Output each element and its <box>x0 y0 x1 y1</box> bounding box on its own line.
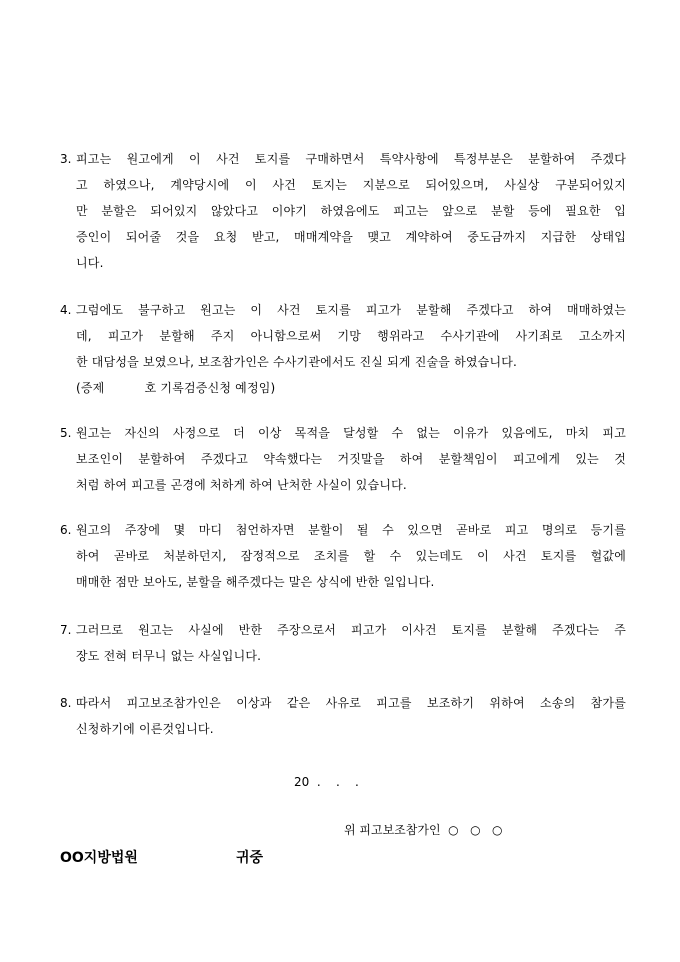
paragraph-line: 신청하기에 이른것입니다. <box>76 722 214 736</box>
paragraph-number: 3. <box>60 152 72 166</box>
paragraph-8 <box>60 690 626 742</box>
paragraph-line: 보조인이 분할하여 주겠다고 약속했다는 거짓말을 하여 분할책임이 피고에게 있는 것 <box>76 452 626 466</box>
paragraph-line: 장도 전혀 터무니 없는 사실입니다. <box>76 649 262 663</box>
paragraph-line: 따라서 피고보조참가인은 이상과 같은 사유로 피고를 보조하기 위하여 소송의 참가를 <box>76 696 626 710</box>
paragraph-7 <box>60 617 626 669</box>
paragraph-line: 매매한 점만 보아도, 분할을 해주겠다는 말은 상식에 반한 일입니다. <box>76 575 435 589</box>
paragraph-number: 7. <box>60 623 72 637</box>
paragraph-number: 5. <box>60 426 72 440</box>
paragraph-line: 하여 곧바로 처분하던지, 잠정적으로 조치를 할 수 있는데도 이 사건 토지를 헐값에 <box>76 549 626 563</box>
paragraph-5 <box>60 420 626 498</box>
paragraph-number: 6. <box>60 523 72 537</box>
paragraph-line: 데, 피고가 분할해 주지 아니함으로써 기망 행위라고 수사기관에 사기죄로 고소까지 <box>76 329 626 343</box>
paragraph-line: 증인이 되어줄 것을 요청 받고, 매매계약을 맺고 계약하여 중도금까지 지급한 상태입 <box>76 230 626 244</box>
paragraph-number: 4. <box>60 303 72 317</box>
paragraph-line: 한 대담성을 보였으나, 보조참가인은 수사기관에서도 진실 되게 진술을 하였습니다. <box>76 355 518 369</box>
paragraph-line: 원고의 주장에 몇 마디 첨언하자면 분할이 될 수 있으면 곧바로 피고 명의로 등기를 <box>76 523 626 537</box>
paragraph-3 <box>60 146 626 276</box>
honorific: 귀중 <box>236 850 264 866</box>
paragraph-line: 피고는 원고에게 이 사건 토지를 구매하면서 특약사항에 특정부분은 분할하여 주겠다 <box>76 152 626 166</box>
paragraph-line: 원고는 자신의 사정으로 더 이상 목적을 달성할 수 없는 이유가 있음에도, 마치 피고 <box>76 426 626 440</box>
paragraph-line: 그럼에도 불구하고 원고는 이 사건 토지를 피고가 분할해 주겠다고 하여 매매하였는 <box>76 303 626 317</box>
applicant-signature: 위 피고보조참가인 ○ ○ ○ <box>344 823 503 837</box>
paragraph-line: 그러므로 원고는 사실에 반한 주장으로서 피고가 이사건 토지를 분할해 주겠다는 주 <box>76 623 626 637</box>
paragraph-4 <box>60 297 626 401</box>
paragraph-line: 만 분할은 되어있지 않았다고 이야기 하였음에도 피고는 앞으로 분할 등에 필요한 입 <box>76 204 626 218</box>
paragraph-6 <box>60 517 626 595</box>
paragraph-number: 8. <box>60 696 72 710</box>
paragraph-line: (증제 호 기록검증신청 예정임) <box>76 381 276 395</box>
court-name: OO지방법원 <box>60 850 138 866</box>
paragraph-line: 고 하였으나, 계약당시에 이 사건 토지는 지분으로 되어있으며, 사실상 구분되어있지 <box>76 178 626 192</box>
paragraph-line: 니다. <box>76 256 104 270</box>
paragraph-line: 처럼 하여 피고를 곤경에 처하게 하여 난처한 사실이 있습니다. <box>76 478 407 492</box>
document-date: 20 . . . <box>294 775 359 789</box>
